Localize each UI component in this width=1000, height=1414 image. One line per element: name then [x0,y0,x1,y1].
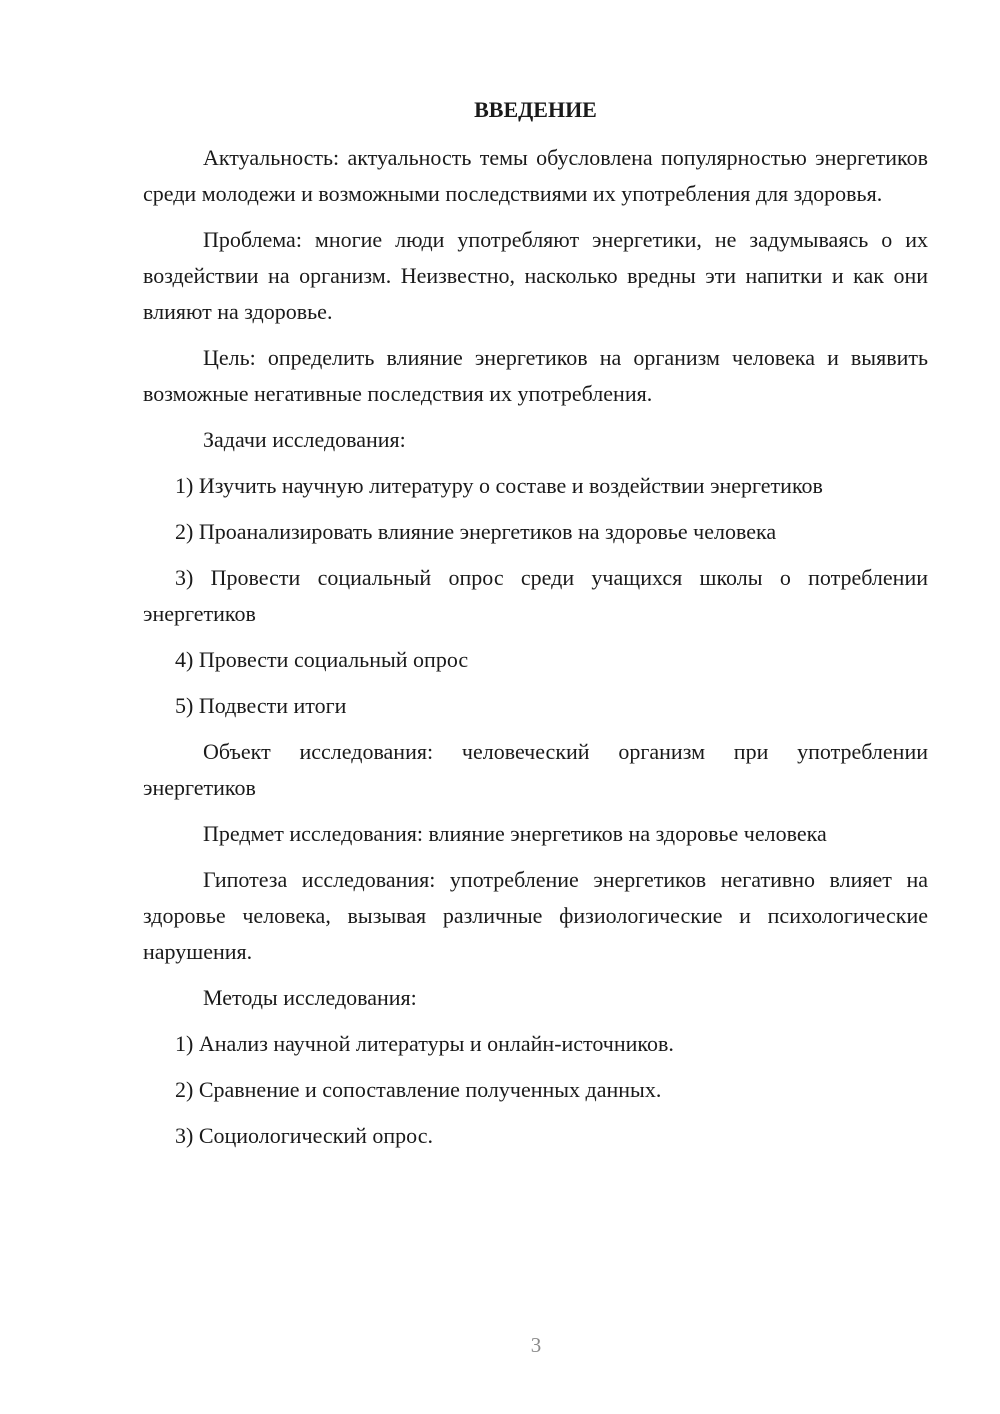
task-item-1: 1) Изучить научную литературу о составе и воздействии энергетиков [175,473,823,498]
method-item-3: 3) Социологический опрос. [175,1123,433,1148]
task-item-5: 5) Подвести итоги [175,693,347,718]
goal-paragraph: Цель: определить влияние энергетиков на организм человека и выявить возможные негативные последствия их употребления. [143,345,928,406]
method-item-1: 1) Анализ научной литературы и онлайн-источников. [175,1031,674,1056]
task-item-3: 3) Провести социальный опрос среди учащихся школы о потреблении энергетиков [143,565,928,626]
method-item-2: 2) Сравнение и сопоставление полученных данных. [175,1077,662,1102]
page-number: 3 [530,1333,542,1357]
relevance-paragraph: Актуальность: актуальность темы обусловлена популярностью энергетиков среди молодежи и возможными последствиями их употребления для здоровья. [143,145,928,206]
page-content [143,92,928,1164]
tasks-title: Задачи исследования: [203,427,406,452]
task-item-4: 4) Провести социальный опрос [175,647,469,672]
section-heading: ВВЕДЕНИЕ [474,97,597,122]
subject-paragraph: Предмет исследования: влияние энергетиков на здоровье человека [203,821,827,846]
hypothesis-paragraph: Гипотеза исследования: употребление энергетиков негативно влияет на здоровье человека, вызывая различные физиологические и психологические нарушения. [143,867,928,964]
methods-title: Методы исследования: [203,985,417,1010]
problem-paragraph: Проблема: многие люди употребляют энергетики, не задумываясь о их воздействии на организм. Неизвестно, насколько вредны эти напитки и как они влияют на здоровье. [143,227,928,324]
object-paragraph: Объект исследования: человеческий организм при употреблении энергетиков [143,739,928,800]
task-item-2: 2) Проанализировать влияние энергетиков на здоровье человека [175,519,777,544]
